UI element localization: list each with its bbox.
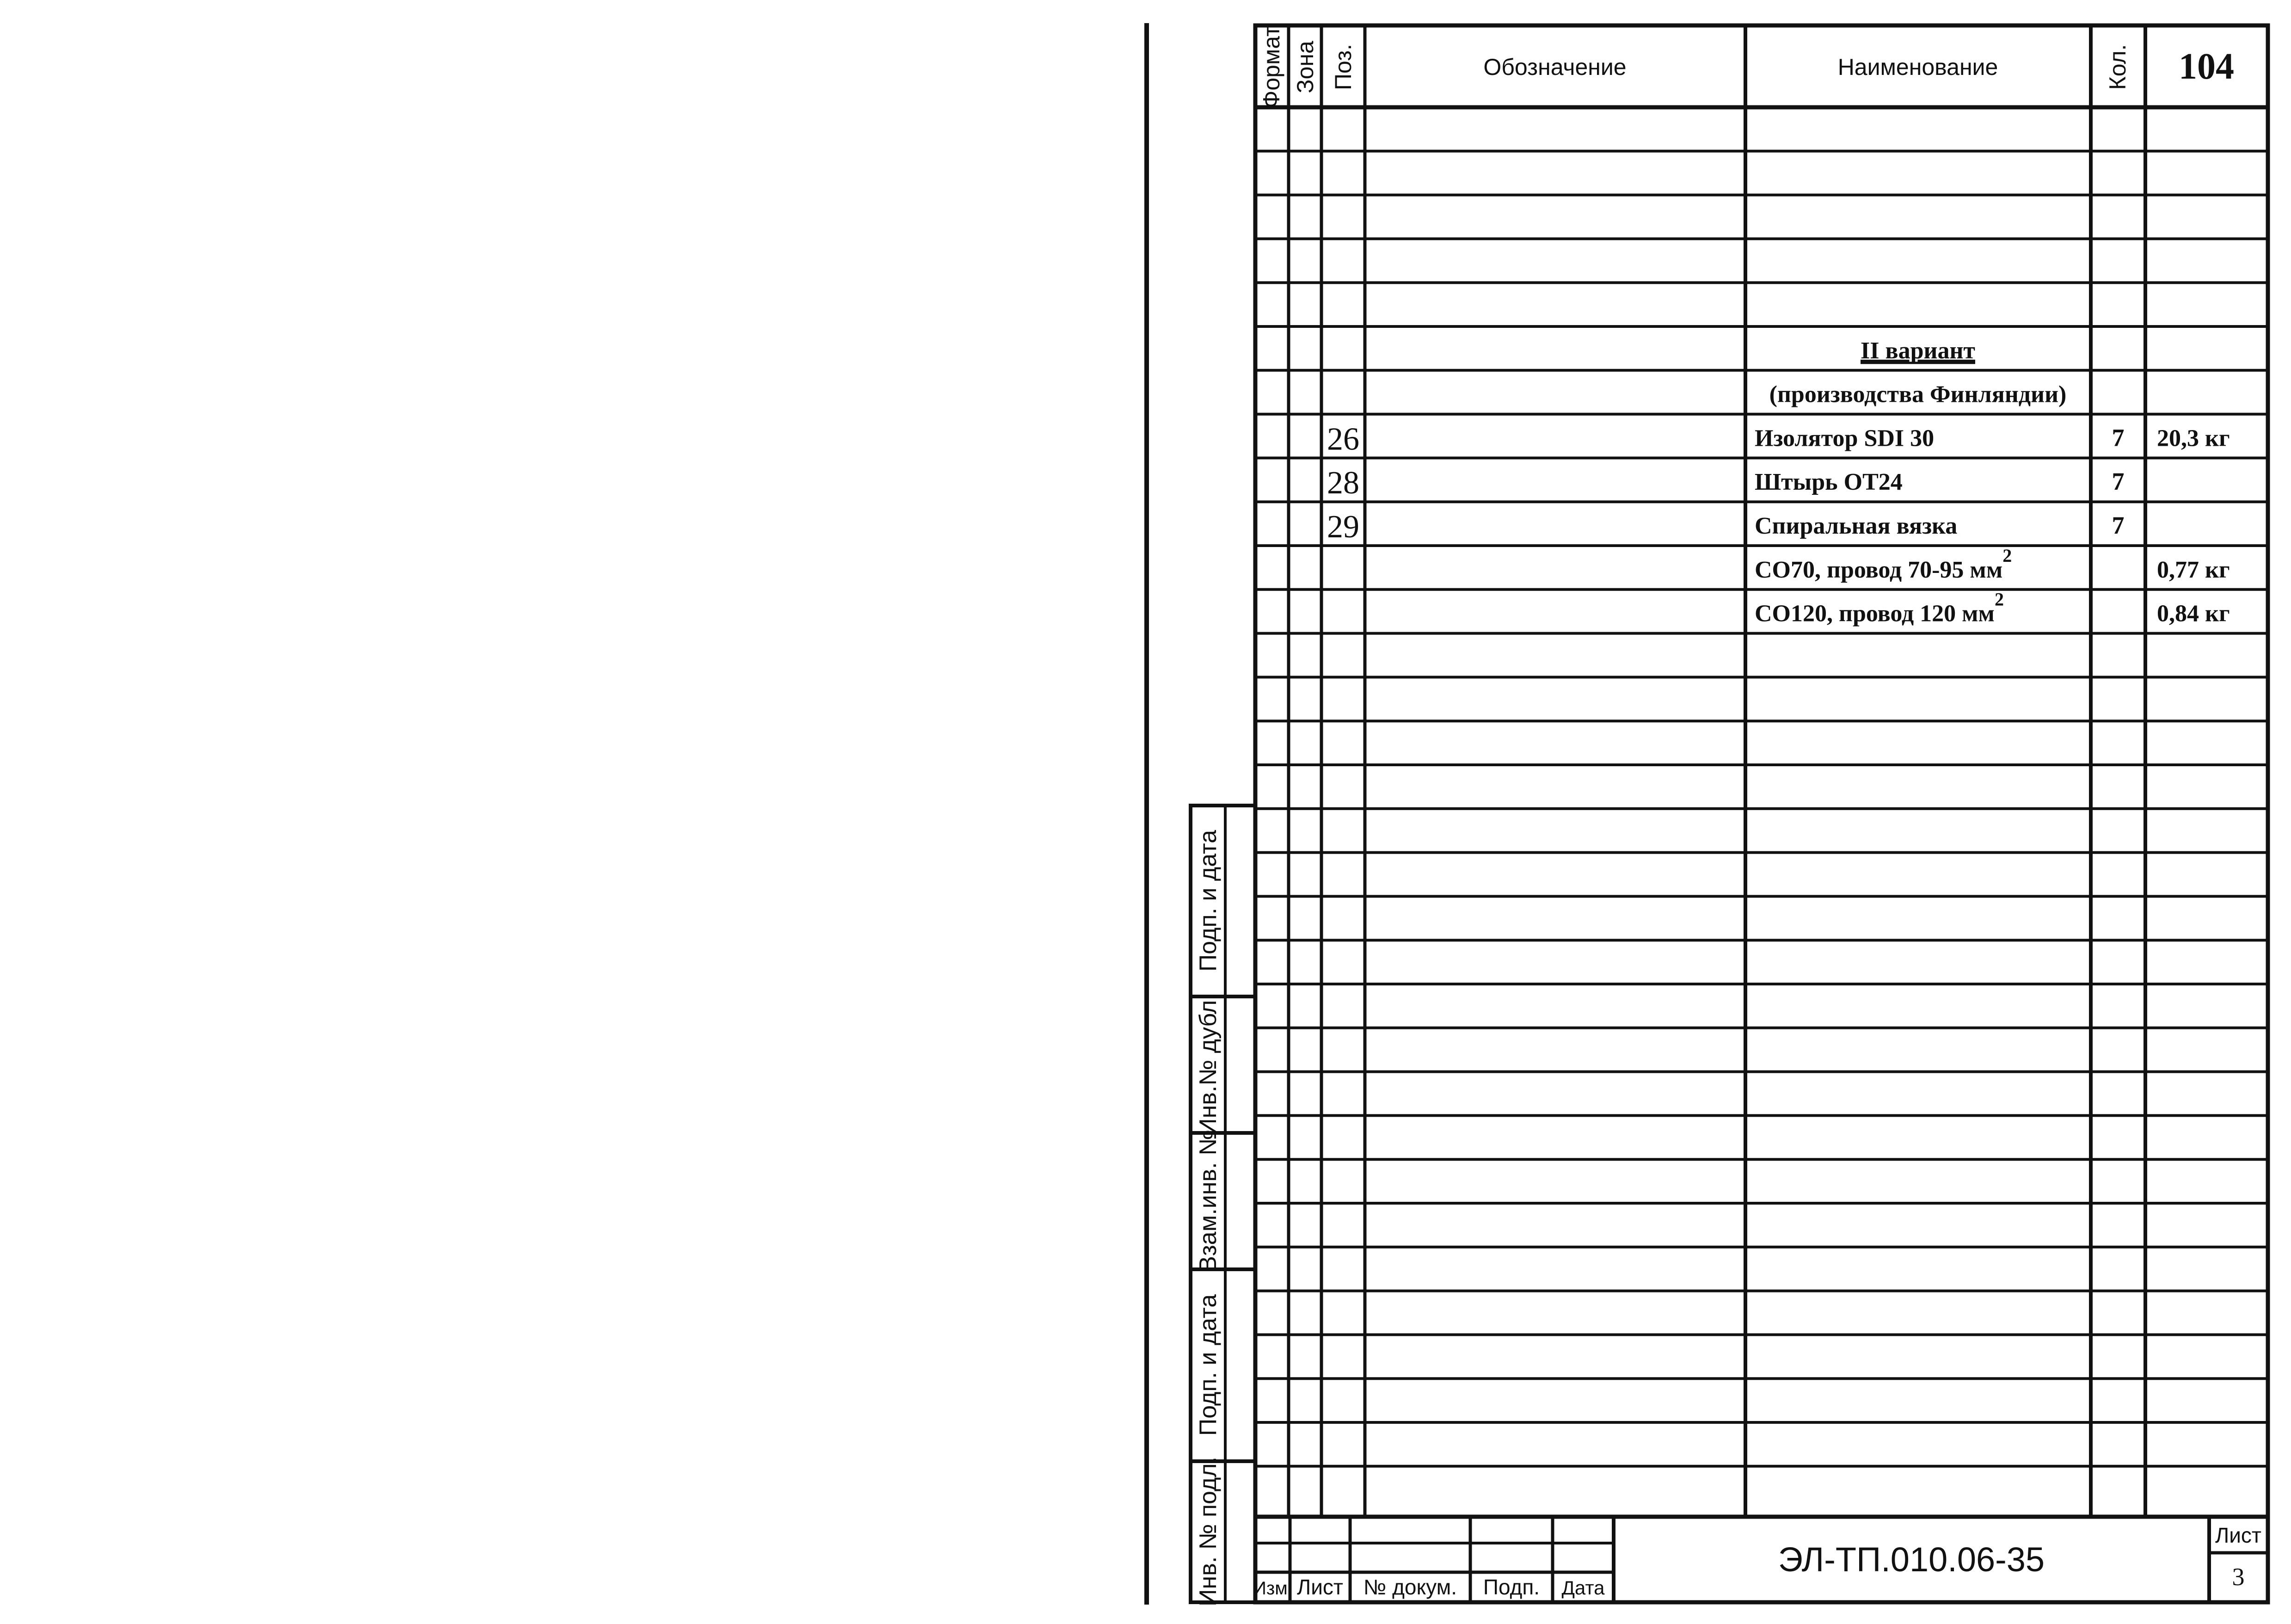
header-position: Поз. — [1330, 44, 1356, 90]
row-name: II вариант — [1861, 337, 1975, 364]
stamp-sign-date-2: Подп. и дата — [1195, 1294, 1222, 1436]
row-name: Изолятор SDI 30 — [1755, 425, 1935, 452]
column-lines — [1289, 25, 2145, 1517]
row-name: CO120, провод 120 $мм^2$ — [1755, 589, 2004, 627]
tb-sheet-value: 3 — [2232, 1563, 2245, 1591]
row-note: 0,84 кг — [2157, 600, 2230, 627]
tb-date: Дата — [1561, 1577, 1605, 1599]
stamp-vzam-inv: Взам.инв. № — [1195, 1130, 1222, 1272]
header-designation: Обозначение — [1483, 54, 1627, 80]
sheet-number: 104 — [2179, 46, 2234, 87]
tb-designation: ЭЛ-ТП.010.06-35 — [1778, 1540, 2045, 1579]
row-position: 26 — [1327, 421, 1359, 457]
row-position: 28 — [1327, 465, 1359, 501]
stamp-inv-dubl: Инв.№ дубл. — [1195, 993, 1222, 1136]
row-name: CO70, провод 70-95 $мм^2$ — [1755, 545, 2012, 583]
tb-sheet-label: Лист — [2215, 1523, 2261, 1547]
header-zone: Зона — [1292, 41, 1318, 93]
row-quantity: 7 — [2112, 511, 2125, 539]
stamp-sign-date-1: Подп. и дата — [1195, 830, 1222, 972]
row-quantity: 7 — [2112, 424, 2125, 452]
header-format: Формат — [1259, 26, 1284, 108]
row-name: Штырь OT24 — [1755, 469, 1903, 496]
row-lines — [1255, 151, 2268, 1466]
row-name: (производства Финляндии) — [1769, 381, 2067, 408]
spec-rows — [1327, 338, 2230, 627]
stamp-inv-podl: Инв. № подл. — [1195, 1457, 1222, 1606]
header-quantity: Кол. — [2105, 44, 2131, 90]
row-note: 20,3 кг — [2157, 425, 2230, 452]
row-position: 29 — [1327, 509, 1359, 545]
table-frame — [1255, 25, 2268, 1602]
row-note: 0,77 кг — [2157, 556, 2230, 583]
tb-doc-no: № докум. — [1363, 1575, 1457, 1599]
row-quantity: 7 — [2112, 468, 2125, 496]
tb-list: Лист — [1297, 1575, 1343, 1599]
tb-izm: Изм. — [1253, 1578, 1293, 1599]
tb-podp: Подп. — [1483, 1575, 1540, 1599]
row-name: Спиральная вязка — [1755, 513, 1958, 539]
header-name: Наименование — [1837, 54, 1998, 80]
